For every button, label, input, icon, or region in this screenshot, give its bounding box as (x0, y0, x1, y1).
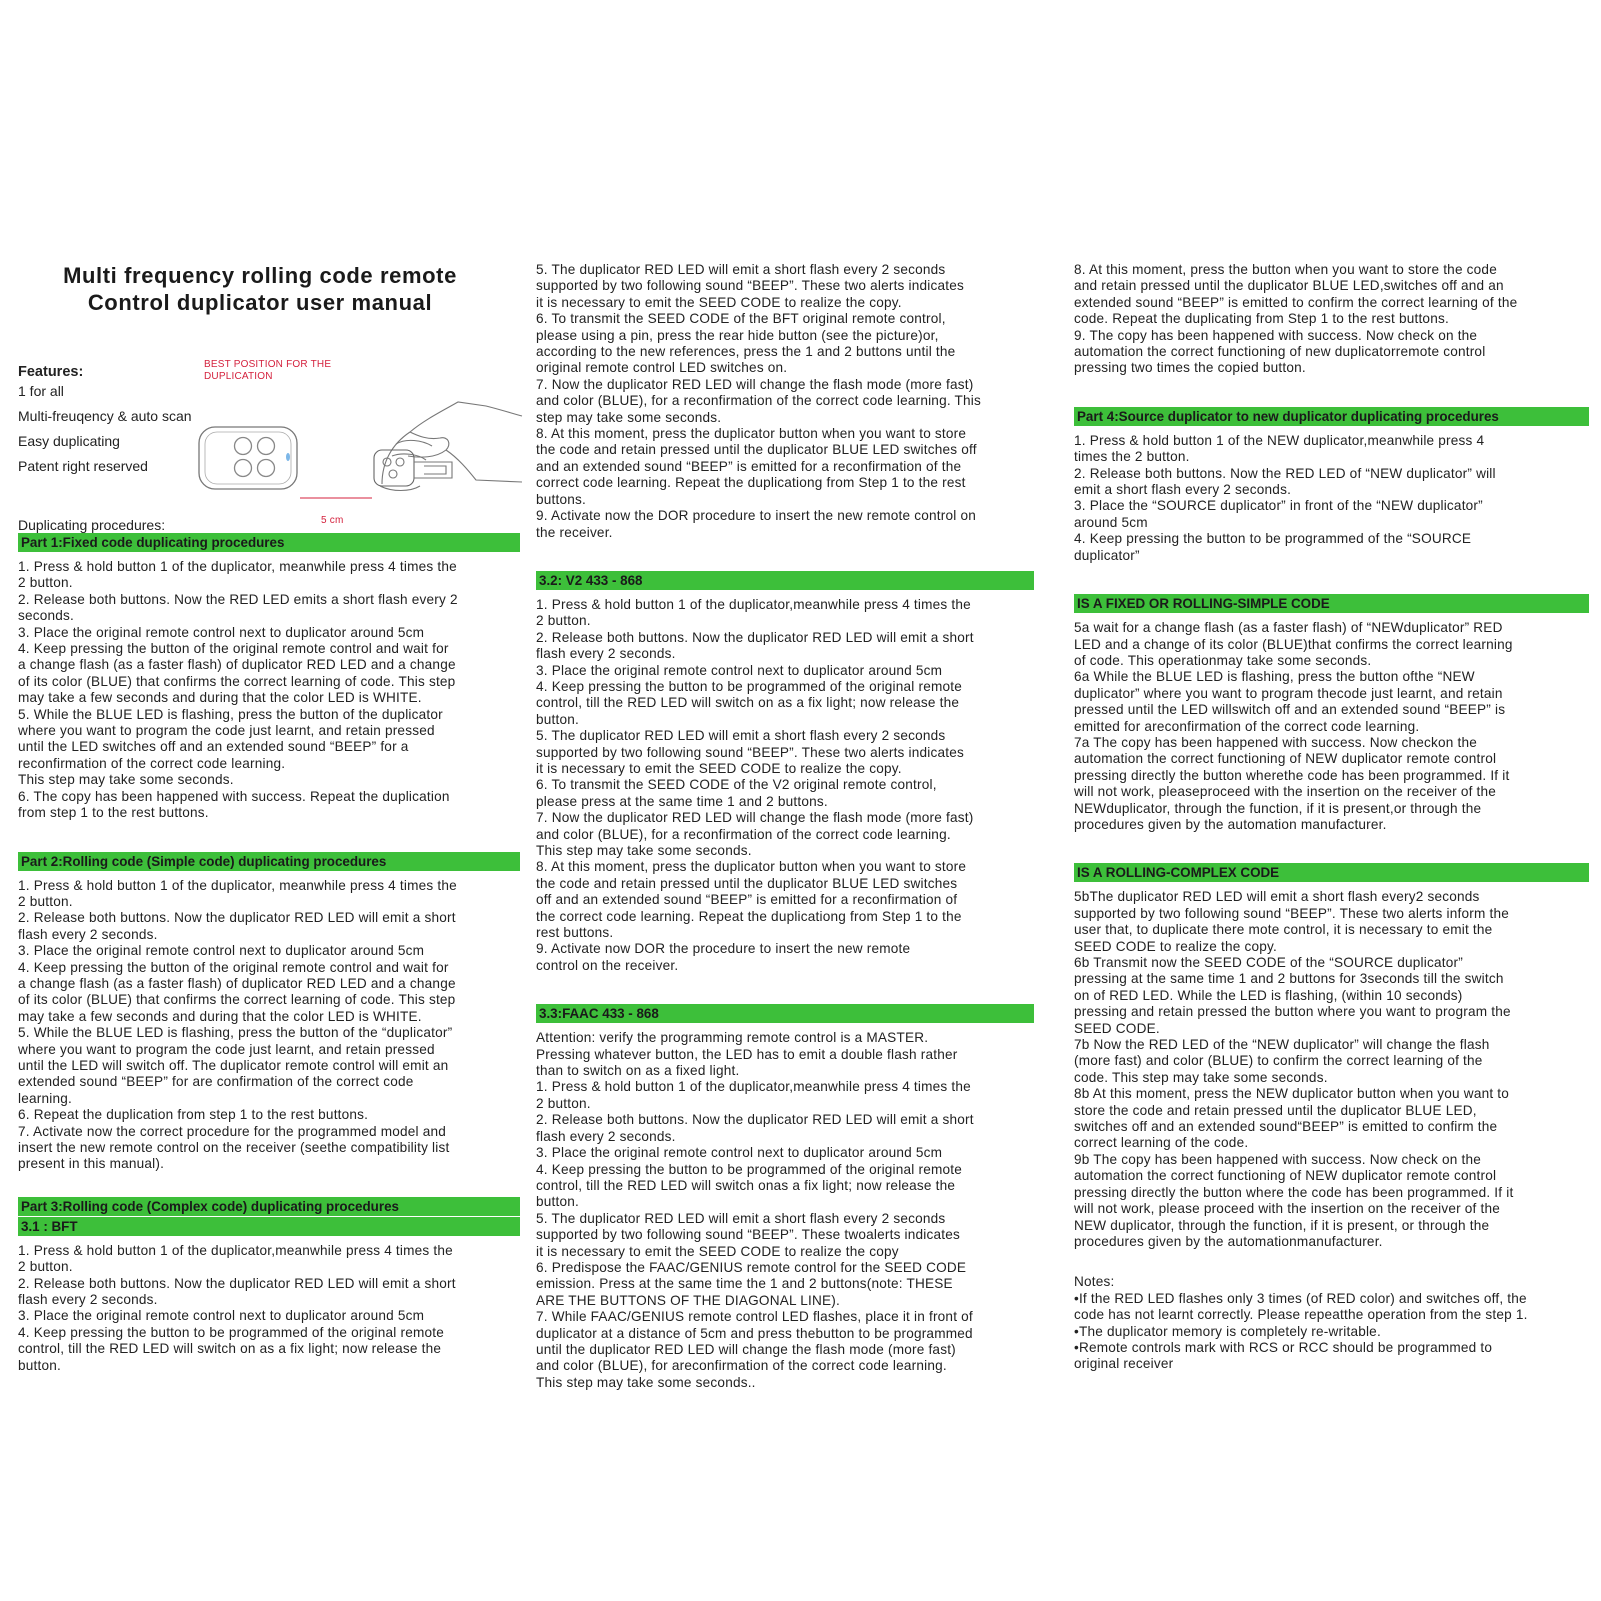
feature-item: Easy duplicating (18, 433, 120, 449)
column-1 (18, 262, 520, 1374)
part2-heading: Part 2:Rolling code (Simple code) duplicating procedures (18, 852, 520, 871)
bft-heading: 3.1 : BFT (18, 1217, 520, 1236)
features-list (18, 379, 192, 479)
part2-text: 1. Press & hold button 1 of the duplicator, meanwhile press 4 times the 2 button. 2. Release both buttons. Now the duplicator RED LED will emit a short flash every 2 seconds. 3. Place the original remote control next to duplicator around 5cm 4. Keep pressing the button of the original remote control and wait for a change flash (as a faster flash) of duplicator RED LED and a change of its color (BLUE) that confirms the correct learning of code. This step may take a few seconds and during that the color LED is WHITE. 5. While the BLUE LED is flashing, press the button of the “duplicator” where you want to program the code just learnt, and retain pressed until the LED will switch off. The duplicator remote control will emit an extended sound “BEEP” for are confirmation of the correct code learning. 6. Repeat the duplication from step 1 to the rest buttons. 7. Activate now the correct procedure for the programmed model and insert the new remote control on the receiver (seethe compatibility list present in this manual). (18, 877, 457, 1172)
part4-text: 1. Press & hold button 1 of the NEW duplicator,meanwhile press 4 times the 2 button. 2. Release both buttons. Now the RED LED of “NEW duplicator” will emit a short flash every 2 seconds. 3. Place the “SOURCE duplicator” in front of the “NEW duplicator” around 5cm 4. Keep pressing the button to be programmed of the “SOURCE duplicator” (1074, 432, 1496, 563)
hand-holding-remote-icon (374, 402, 522, 491)
faac-text: Attention: verify the programming remote control is a MASTER. Pressing whatever button, the LED has to emit a double flash rather than to switch on as a fixed light. 1. Press & hold button 1 of the duplicator,meanwhile press 4 times the 2 button. 2. Release both buttons. Now the duplicator RED LED will emit a short flash every 2 seconds. 3. Place the original remote control next to duplicator around 5cm 4. Keep pressing the button to be programmed of the original remote control, till the RED LED will switch onas a fix light; now release the button. 5. The duplicator RED LED will emit a short flash every 2 seconds supported by two following sound “BEEP”. These twoalerts indicates it is necessary to emit the SEED CODE to realize the copy 6. Predispose the FAAC/GENIUS remote control for the SEED CODE emission. Press at the same time the 1 and 2 buttons(note: THESE ARE THE BUTTONS OF THE DIAGONAL LINE). 7. While FAAC/GENIUS remote control LED flashes, place it in front of duplicator at a distance of 5cm and press thebutton to be programmed until the duplicator RED LED will change the flash mode (more fast) and color (BLUE), for areconfirmation of the correct code learning. This step may take some seconds.. (536, 1030, 974, 1390)
procedures-label: Duplicating procedures: (18, 517, 166, 533)
column-3 (1074, 262, 1589, 1373)
part3-heading: Part 3:Rolling code (Complex code) duplicating procedures (18, 1197, 520, 1216)
feature-item: 1 for all (18, 383, 64, 399)
v2-heading: 3.2: V2 433 - 868 (536, 571, 1034, 590)
manual-title: Multi frequency rolling code remote Control duplicator user manual (63, 263, 457, 315)
features-heading: Features: (18, 364, 84, 380)
notes-text: •If the RED LED flashes only 3 times (of RED color) and switches off, the code has not learnt correctly. Please repeatthe operation from the step 1. •The duplicator memory is completely re-writable. •Remote controls mark with RCS or RCC should be programmed to original receiver (1074, 1290, 1528, 1372)
complex-text: 5bThe duplicator RED LED will emit a short flash every2 seconds supported by two following sound “BEEP”. These two alerts inform the user that, to duplicate there mote control, it is necessary to emit the SEED CODE to realize the copy. 6b Transmit now the SEED CODE of the “SOURCE duplicator” pressing at the same time 1 and 2 buttons for 3seconds till the switch on of RED LED. While the LED is flashing, (within 10 seconds) pressing and retain pressed the button where you want to program the SEED CODE. 7b Now the RED LED of the “NEW duplicator” will change the flash (more fast) and color (BLUE) to confirm the correct learning of the code. This step may take some seconds. 8b At this moment, press the NEW duplicator button when you want to store the code and retain pressed until the duplicator BLUE LED, switches off and an extended sound“BEEP” is emitted to confirm the correct learning of the code. 9b The copy has been happened with success. Now check on the automation the correct functioning of NEW duplicator remote control pressing directly the button where the code has been programmed. If it will not work, please proceed with the insertion on the receiver of the NEW duplicator, through the function, if it is present, or through the procedures given by the automationmanufacturer. (1074, 889, 1514, 1249)
duplicator-remote-icon (199, 427, 297, 489)
features-block (18, 316, 520, 534)
faac-text-continued: 8. At this moment, press the button when you want to store the code and retain pressed until the duplicator BLUE LED,switches off and an extended sound “BEEP” is emitted to confirm the correct learning of the code. Repeat the duplicating from Step 1 to the rest buttons. 9. The copy has been happened with success. Now check on the automation the correct functioning of new duplicatorremote control pressing two times the copied button. (1074, 262, 1518, 376)
faac-heading: 3.3:FAAC 433 - 868 (536, 1004, 1034, 1023)
v2-text: 1. Press & hold button 1 of the duplicator,meanwhile press 4 times the 2 button. 2. Release both buttons. Now the duplicator RED LED will emit a short flash every 2 seconds. 3. Place the original remote control next to duplicator around 5cm 4. Keep pressing the button to be programmed of the original remote control, till the RED LED will switch on as a fix light; now release the button. 5. The duplicator RED LED will emit a short flash every 2 seconds supported by two following sound “BEEP”. These two alerts indicates it is necessary to emit the SEED CODE to realize the copy. 6. To transmit the SEED CODE of the V2 original remote control, please press at the same time 1 and 2 buttons. 7. Now the duplicator RED LED will change the flash mode (more fast) and color (BLUE), for a reconfirmation of the correct code learning. This step may take some seconds. 8. At this moment, press the duplicator button when you want to store the code and retain pressed until the duplicator BLUE LED switches off and an extended sound “BEEP” is emitted for a reconfirmation of the correct code learning. Repeat the duplicationg from Step 1 to the rest buttons. 9. Activate now DOR the procedure to insert the new remote control on the receiver. (536, 596, 974, 973)
best-position-note: BEST POSITION FOR THE DUPLICATION (204, 359, 332, 382)
fixed-simple-text: 5a wait for a change flash (as a faster flash) of “NEWduplicator” RED LED and a change of its color (BLUE)that confirms the correct learning of code. This operationmay take some seconds. 6a While the BLUE LED is flashing, press the button ofthe “NEW duplicator” where you want to program thecode just learnt, and retain pressed until the LED willswitch off and an extended sound “BEEP” is emitted for areconfirmation of the correct code learning. 7a The copy has been happened with success. Now checkon the automation the correct functioning of NEW duplicator remote control pressing directly the button wherethe code has been programmed. If it will not work, pleaseproceed with the insertion on the receiver of the NEWduplicator, through the function, if it is present,or through the procedures given by the automation manufacturer. (1074, 620, 1513, 832)
part4-heading: Part 4:Source duplicator to new duplicator duplicating procedures (1074, 407, 1589, 426)
feature-item: Patent right reserved (18, 458, 148, 474)
duplication-position-illustration (196, 392, 526, 534)
fixed-simple-heading: IS A FIXED OR ROLLING-SIMPLE CODE (1074, 594, 1589, 613)
bft-text-part1: 1. Press & hold button 1 of the duplicator,meanwhile press 4 times the 2 button. 2. Release both buttons. Now the duplicator RED LED will emit a short flash every 2 seconds. 3. Place the original remote control next to duplicator around 5cm 4. Keep pressing the button to be programmed of the original remote control, till the RED LED will switch on as a fix light; now release the button. (18, 1242, 456, 1373)
distance-label: 5 cm (321, 515, 344, 526)
notes-heading: Notes: (1074, 1274, 1115, 1290)
complex-heading: IS A ROLLING-COMPLEX CODE (1074, 863, 1589, 882)
column-2 (536, 262, 1034, 1391)
part1-heading: Part 1:Fixed code duplicating procedures (18, 533, 520, 552)
bft-text-part2: 5. The duplicator RED LED will emit a short flash every 2 seconds supported by two following sound “BEEP”. These two alerts indicates it is necessary to emit the SEED CODE to realize the copy. 6. To transmit the SEED CODE of the BFT original remote control, please using a pin, press the rear hide button (see the picture)or, according to the new references, press the 1 and 2 buttons until the original remote control LED switches on. 7. Now the duplicator RED LED will change the flash mode (more fast) and color (BLUE), for a reconfirmation of the correct code learning. This step may take some seconds. 8. At this moment, press the duplicator button when you want to store the code and retain pressed until the duplicator BLUE LED switches off and an extended sound “BEEP” is emitted for a reconfirmation of the correct code learning. Repeat the duplicationg from Step 1 to the rest buttons. 9. Activate now the DOR procedure to insert the new remote control on the receiver. (536, 262, 982, 540)
part1-text: 1. Press & hold button 1 of the duplicator, meanwhile press 4 times the 2 button. 2. Release both buttons. Now the RED LED emits a short flash every 2 seconds. 3. Place the original remote control next to duplicator around 5cm 4. Keep pressing the button of the original remote control and wait for a change flash (as a faster flash) of duplicator RED LED and a change of its color (BLUE) that confirms the correct learning of code. This step may take a few seconds and during that the color LED is WHITE. 5. While the BLUE LED is flashing, press the button of the duplicator where you want to program the code just learnt, and retain pressed until the LED switches off and an extended sound “BEEP” for a reconfirmation of the correct code learning. This step may take some seconds. 6. The copy has been happened with success. Repeat the duplication from step 1 to the rest buttons. (18, 559, 458, 821)
feature-item: Multi-freuqency & auto scan (18, 408, 192, 424)
